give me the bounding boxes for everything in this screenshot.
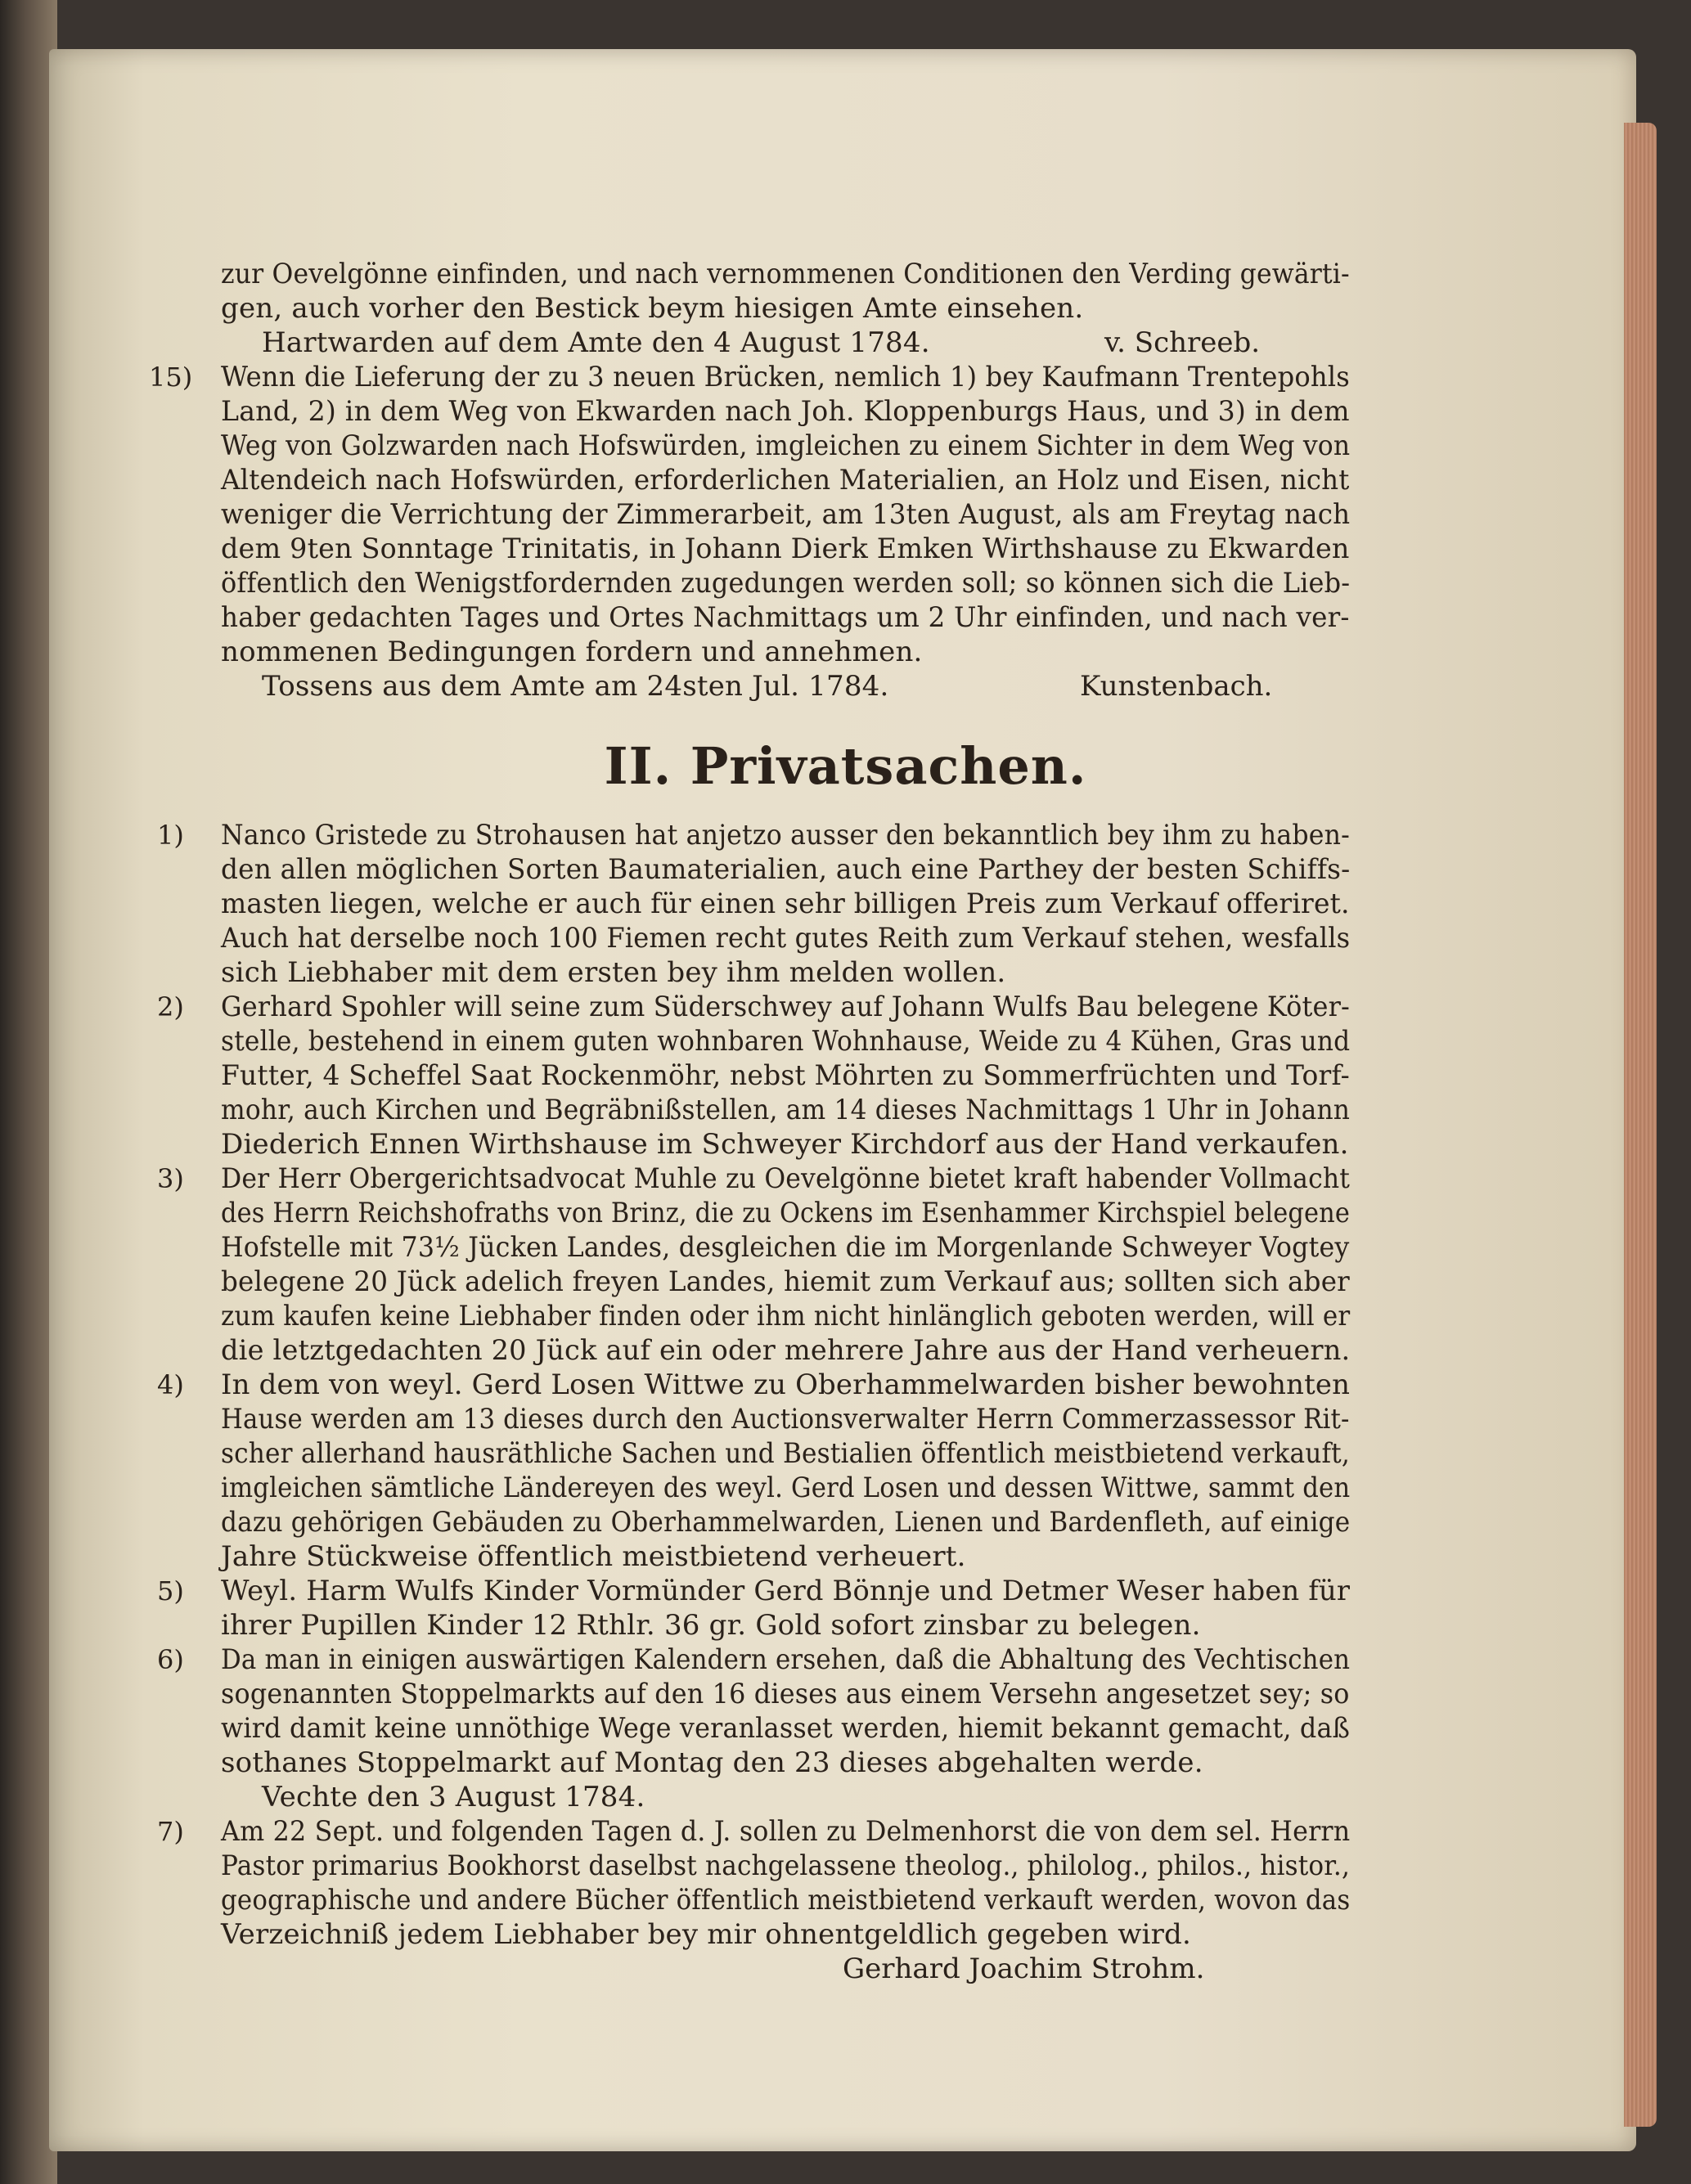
item-number: 1) <box>157 820 184 851</box>
page-edges <box>1624 123 1657 2127</box>
place-date: Vechte den 3 August 1784. <box>262 1781 645 1813</box>
text-line: Futter, 4 Scheffel Saat Rockenmöhr, nebst Möhrten zu Sommerfrüchten und Torf- <box>221 1059 1350 1092</box>
text-line: Hause werden am 13 dieses durch den Auctionsverwalter Herrn Commerzassessor Rit- <box>221 1403 1350 1436</box>
text-line: haber gedachten Tages und Ortes Nachmittags um 2 Uhr einfinden, und nach ver- <box>221 601 1350 634</box>
text-line: Wenn die Lieferung der zu 3 neuen Brücken, nemlich 1) bey Kaufmann Trentepohls <box>221 361 1350 393</box>
text-line: Land, 2) in dem Weg von Ekwarden nach Joh. Kloppenburgs Haus, und 3) in dem <box>221 395 1350 428</box>
text-line: mohr, auch Kirchen und Begräbnißstellen, am 14 dieses Nachmittags 1 Uhr in Johann <box>221 1094 1351 1126</box>
text-line: imgleichen sämtliche Ländereyen des weyl. Gerd Losen und dessen Wittwe, sammt den <box>221 1472 1351 1504</box>
text-line: Da man in einigen auswärtigen Kalendern ersehen, daß die Abhaltung des Vechtischen <box>221 1643 1351 1676</box>
text-line: nommenen Bedingungen fordern und annehmen. <box>221 636 923 668</box>
item-number: 5) <box>157 1575 184 1607</box>
place-date: Hartwarden auf dem Amte den 4 August 1784. <box>262 326 930 359</box>
text-line: wird damit keine unnöthige Wege veranlasset werden, hiemit bekannt gemacht, daß <box>221 1712 1351 1745</box>
signature: Gerhard Joachim Strohm. <box>843 1953 1205 1985</box>
text-line: ihrer Pupillen Kinder 12 Rthlr. 36 gr. Gold sofort zinsbar zu belegen. <box>221 1609 1201 1642</box>
text-line: Der Herr Obergerichtsadvocat Muhle zu Oevelgönne bietet kraft habender Vollmacht <box>221 1162 1351 1195</box>
signature: v. Schreeb. <box>1104 326 1261 359</box>
text-line: Jahre Stückweise öffentlich meistbietend verheuert. <box>221 1540 966 1573</box>
item-number: 4) <box>157 1369 184 1400</box>
text-line: weniger die Verrichtung der Zimmerarbeit, am 13ten August, als am Freytag nach <box>221 498 1351 531</box>
text-line: Auch hat derselbe noch 100 Fiemen recht gutes Reith zum Verkauf stehen, wesfalls <box>221 922 1351 955</box>
section-heading: II. Privatsachen. <box>604 736 1087 796</box>
text-line: gen, auch vorher den Bestick beym hiesigen Amte einsehen. <box>221 292 1084 325</box>
text-line: Verzeichniß jedem Liebhaber bey mir ohnentgeldlich gegeben wird. <box>221 1918 1191 1951</box>
text-line: Altendeich nach Hofswürden, erforderlichen Materialien, an Holz und Eisen, nicht <box>221 464 1350 497</box>
item-number: 15) <box>149 362 193 393</box>
text-line: In dem von weyl. Gerd Losen Wittwe zu Oberhammelwarden bisher bewohnten <box>221 1368 1351 1401</box>
text-line: dem 9ten Sonntage Trinitatis, in Johann Dierk Emken Wirthshause zu Ekwarden <box>221 533 1350 565</box>
signature: Kunstenbach. <box>1080 670 1273 703</box>
text-line: die letztgedachten 20 Jück auf ein oder mehrere Jahre aus der Hand verheuern. <box>221 1334 1351 1367</box>
text-line: zur Oevelgönne einfinden, und nach vernommenen Conditionen den Verding gewärti- <box>221 258 1350 290</box>
text-line: masten liegen, welche er auch für einen sehr billigen Preis zum Verkauf offeriret. <box>221 888 1350 920</box>
text-line: sich Liebhaber mit dem ersten bey ihm melden wollen. <box>221 956 1006 989</box>
text-line: Pastor primarius Bookhorst daselbst nachgelassene theolog., philolog., philos., histor., <box>221 1849 1351 1882</box>
text-line: sogenannten Stoppelmarkts auf den 16 dieses aus einem Versehn angesetzet sey; so <box>221 1678 1350 1710</box>
item-number: 3) <box>157 1163 184 1194</box>
text-line: belegene 20 Jück adelich freyen Landes, hiemit zum Verkauf aus; sollten sich aber <box>221 1265 1350 1298</box>
text-line: Hofstelle mit 73½ Jücken Landes, desgleichen die im Morgenlande Schweyer Vogtey <box>221 1231 1350 1264</box>
text-line: Diederich Ennen Wirthshause im Schweyer Kirchdorf aus der Hand verkaufen. <box>221 1128 1349 1161</box>
text-line: Am 22 Sept. und folgenden Tagen d. J. sollen zu Delmenhorst die von dem sel. Herrn <box>221 1815 1351 1848</box>
text-line: Weyl. Harm Wulfs Kinder Vormünder Gerd Bönnje und Detmer Weser haben für <box>221 1575 1351 1607</box>
text-line: Gerhard Spohler will seine zum Süderschwey auf Johann Wulfs Bau belegene Köter- <box>221 991 1351 1023</box>
text-line: des Herrn Reichshofraths von Brinz, die zu Ockens im Esenhammer Kirchspiel belegene <box>221 1197 1351 1229</box>
text-line: sothanes Stoppelmarkt auf Montag den 23 dieses abgehalten werde. <box>221 1746 1203 1779</box>
text-line: stelle, bestehend in einem guten wohnbaren Wohnhause, Weide zu 4 Kühen, Gras und <box>221 1025 1351 1058</box>
item-number: 6) <box>157 1644 184 1675</box>
text-line: öffentlich den Wenigstfordernden zugedungen werden soll; so können sich die Lieb- <box>221 567 1351 600</box>
text-line: zum kaufen keine Liebhaber finden oder ihm nicht hinlänglich geboten werden, will er <box>221 1300 1351 1332</box>
text-line: scher allerhand hausräthliche Sachen und Bestialien öffentlich meistbietend verkauft, <box>221 1437 1350 1470</box>
text-line: Nanco Gristede zu Strohausen hat anjetzo ausser den bekanntlich bey ihm zu haben- <box>221 819 1350 852</box>
item-number: 7) <box>157 1816 184 1847</box>
text-line: den allen möglichen Sorten Baumaterialien, auch eine Parthey der besten Schiffs- <box>221 853 1351 886</box>
item-number: 2) <box>157 991 184 1022</box>
text-line: Weg von Golzwarden nach Hofswürden, imgleichen zu einem Sichter in dem Weg von <box>221 429 1351 462</box>
text-line: dazu gehörigen Gebäuden zu Oberhammelwarden, Lienen und Bardenfleth, auf einige <box>221 1506 1351 1539</box>
place-date: Tossens aus dem Amte am 24sten Jul. 1784. <box>262 670 889 703</box>
text-line: geographische und andere Bücher öffentlich meistbietend verkauft werden, wovon das <box>221 1884 1351 1917</box>
